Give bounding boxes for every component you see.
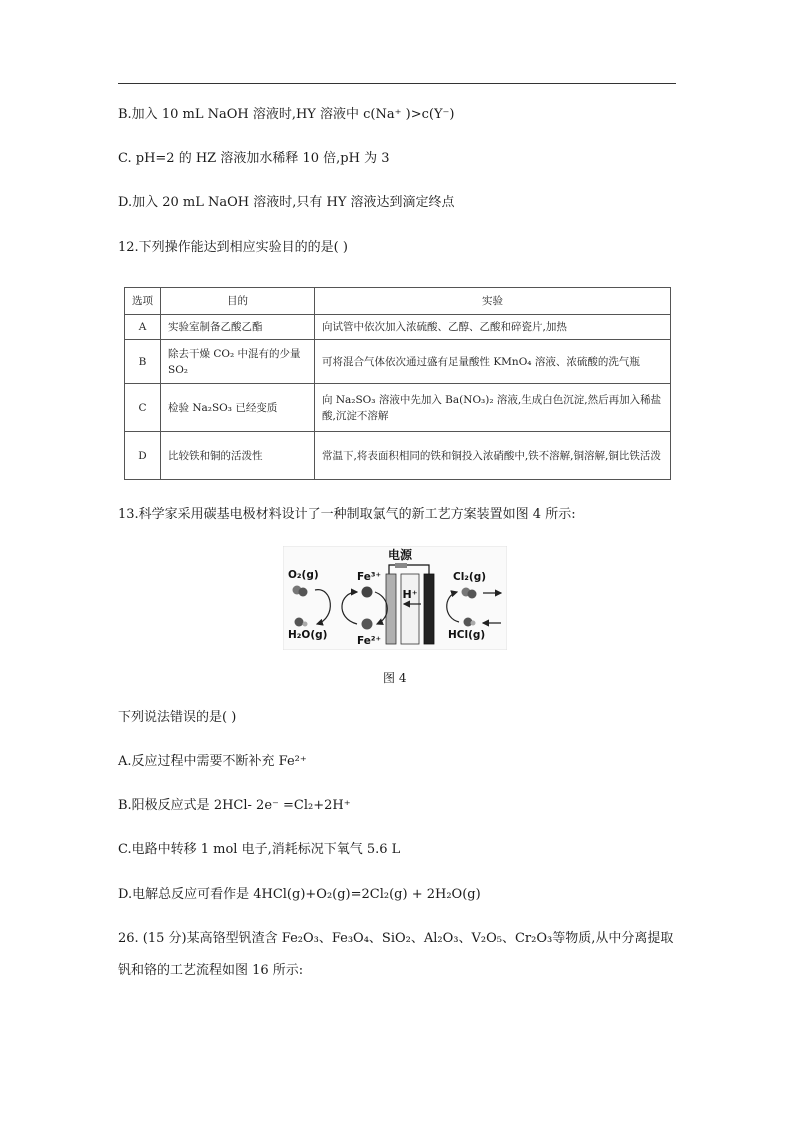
hcl-molecule-icon [471, 621, 476, 626]
row-purpose: 实验室制备乙酸乙酯 [161, 315, 315, 340]
proton-membrane [401, 574, 419, 644]
row-experiment: 可将混合气体依次通过盛有足量酸性 KMnO₄ 溶液、浓硫酸的洗气瓶 [315, 340, 671, 384]
q26-line-2: 钒和铬的工艺流程如图 16 所示: [118, 963, 304, 978]
q13-option-a: A.反应过程中需要不断补充 Fe²⁺ [118, 754, 307, 769]
experiment-table [124, 287, 671, 480]
h2o-molecule-icon [295, 618, 304, 627]
h2o-molecule-icon [303, 622, 308, 627]
header-option: 选项 [125, 288, 161, 315]
q13-option-c: C.电路中转移 1 mol 电子,消耗标况下氧气 5.6 L [118, 842, 401, 857]
row-purpose: 比较铁和铜的活泼性 [161, 432, 315, 480]
fe2-ion-icon [362, 619, 373, 630]
cl2-molecule-icon [468, 590, 477, 599]
row-experiment: 向 Na₂SO₃ 溶液中先加入 Ba(NO₃)₂ 溶液,生成白色沉淀,然后再加入稀盐酸,沉淀不溶解 [315, 384, 671, 432]
power-source-icon [395, 563, 407, 568]
q11-option-d: D.加入 20 mL NaOH 溶液时,只有 HY 溶液达到滴定终点 [118, 195, 455, 210]
q13-option-d: D.电解总反应可看作是 4HCl(g)+O₂(g)=2Cl₂(g) + 2H₂O(g) [118, 887, 481, 902]
row-experiment: 常温下,将表面积相同的铁和铜投入浓硝酸中,铁不溶解,铜溶解,铜比铁活泼 [315, 432, 671, 480]
q13-option-b: B.阳极反应式是 2HCl- 2e⁻ =Cl₂+2H⁺ [118, 798, 351, 813]
fe2-label: Fe²⁺ [357, 635, 382, 647]
row-option: B [125, 340, 161, 384]
q13-stem: 13.科学家采用碳基电极材料设计了一种制取氯气的新工艺方案装置如图 4 所示: [118, 507, 576, 522]
table-row [125, 340, 671, 384]
header-purpose: 目的 [161, 288, 315, 315]
o2-molecule-icon [299, 588, 308, 597]
anode-electrode [424, 574, 434, 644]
cl2-label: Cl₂(g) [453, 571, 487, 583]
hcl-label: HCl(g) [448, 629, 486, 641]
q13-question: 下列说法错误的是( ) [118, 710, 237, 725]
power-label: 电源 [387, 548, 413, 562]
electrolysis-diagram [283, 546, 507, 650]
table-header-row [125, 288, 671, 315]
row-option: A [125, 315, 161, 340]
h-plus-label: H⁺ [402, 588, 418, 601]
o2-label: O₂(g) [288, 569, 319, 581]
row-option: C [125, 384, 161, 432]
q12-stem: 12.下列操作能达到相应实验目的的是( ) [118, 240, 348, 255]
q11-option-b: B.加入 10 mL NaOH 溶液时,HY 溶液中 c(Na⁺ )>c(Y⁻) [118, 107, 455, 122]
row-purpose: 检验 Na₂SO₃ 已经变质 [161, 384, 315, 432]
figure-caption: 图 4 [383, 671, 407, 685]
table-row [125, 315, 671, 340]
q26-line-1: 26. (15 分)某高铬型钒渣含 Fe₂O₃、Fe₃O₄、SiO₂、Al₂O₃、V₂O₅、Cr₂O₃等物质,从中分离提取 [118, 931, 674, 946]
header-rule [118, 83, 676, 84]
fe3-ion-icon [362, 587, 373, 598]
row-purpose: 除去干燥 CO₂ 中混有的少量 SO₂ [161, 340, 315, 384]
fe3-label: Fe³⁺ [357, 571, 382, 583]
h2o-label: H₂O(g) [288, 629, 328, 641]
table-row [125, 384, 671, 432]
row-option: D [125, 432, 161, 480]
header-experiment: 实验 [315, 288, 671, 315]
row-experiment: 向试管中依次加入浓硫酸、乙醇、乙酸和碎瓷片,加热 [315, 315, 671, 340]
table-row [125, 432, 671, 480]
q11-option-c: C. pH=2 的 HZ 溶液加水稀释 10 倍,pH 为 3 [118, 151, 390, 166]
